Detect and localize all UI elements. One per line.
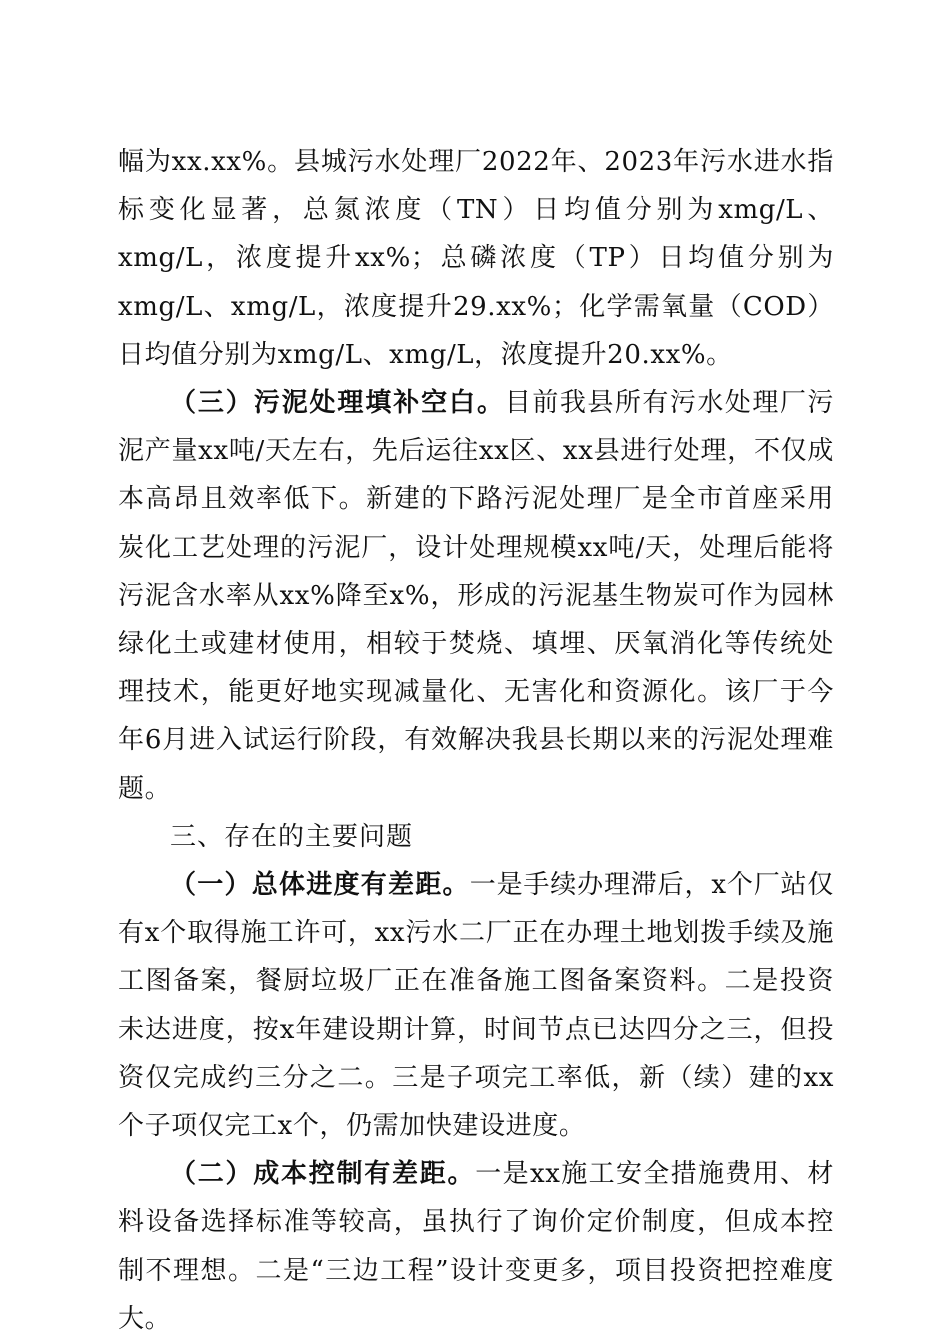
section-title-main-problems: 三、存在的主要问题 xyxy=(170,821,414,852)
paragraph-heading-sludge: （三）污泥处理填补空白。 xyxy=(170,388,505,419)
paragraph-heading-cost: （二）成本控制有差距。 xyxy=(170,1159,476,1190)
paragraph-wastewater-indicators: 幅为xx.xx%。县城污水处理厂2022年、2023年污水进水指标变化显著，总氮浓度（TN）日均值分别为xmg/L、xmg/L，浓度提升xx%；总磷浓度（TP）日均值分别为xmg/L、xmg/L，浓度提升29.xx%；化学需氧量（COD）日均值分别为xmg/L、xmg/L，浓度提升20.xx%。 xyxy=(118,147,834,370)
paragraph-body-sludge: 目前我县所有污水处理厂污泥产量xx吨/天左右，先后运往xx区、xx县进行处理，不仅成本高昂且效率低下。新建的下路污泥处理厂是全市首座采用炭化工艺处理的污泥厂，设计处理规模xx吨/天，处理后能将污泥含水率从xx%降至x%，形成的污泥基生物炭可作为园林绿化土或建材使用，相较于焚烧、填埋、厌氧消化等传统处理技术，能更好地实现减量化、无害化和资源化。该厂于今年6月进入试运行阶段，有效解决我县长期以来的污泥处理难题。 xyxy=(118,388,834,804)
paragraph-heading-progress: （一）总体进度有差距。 xyxy=(170,870,470,901)
paragraph-cost-control xyxy=(118,1150,834,1343)
paragraph-body-progress: 一是手续办理滞后，x个厂站仅有x个取得施工许可，xx污水二厂正在办理土地划拨手续及施工图备案，餐厨垃圾厂正在准备施工图备案资料。二是投资未达进度，按x年建设期计算，时间节点已达四分之三，但投资仅完成约三分之二。三是子项完工率低，新（续）建的xx个子项仅完工x个，仍需加快建设进度。 xyxy=(118,870,834,1142)
document-body xyxy=(118,138,834,1343)
paragraph-sludge-treatment xyxy=(118,379,834,813)
paragraph-overall-progress xyxy=(118,861,834,1150)
paragraph-body-cost: 一是xx施工安全措施费用、材料设备选择标准等较高，虽执行了询价定价制度，但成本控制不理想。二是“三边工程”设计变更多，项目投资把控难度大。 xyxy=(118,1159,834,1334)
